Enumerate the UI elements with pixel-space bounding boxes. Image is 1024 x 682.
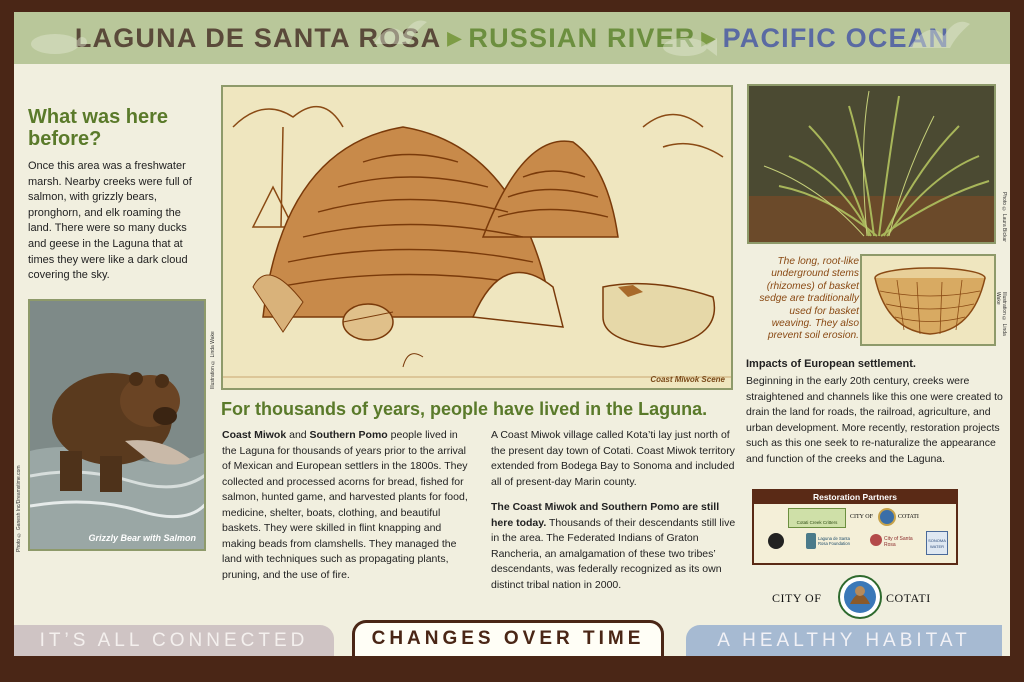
header-banner bbox=[14, 12, 1010, 64]
heron-icon bbox=[806, 533, 816, 549]
partners-heading: Restoration Partners bbox=[754, 491, 956, 504]
basket-drawing bbox=[862, 256, 996, 346]
still-here-bold: The Coast Miwok and Southern Pomo are still here today. bbox=[491, 501, 720, 529]
rhizome-text: The long, root-like underground stems (rhizomes) of basket sedge are traditionally used for basket weaving. They also prevent soil erosion. bbox=[759, 256, 859, 342]
main-column-2 bbox=[491, 428, 736, 603]
village-drawing bbox=[223, 87, 733, 390]
and-text: and bbox=[286, 429, 310, 441]
restoration-partners-box bbox=[752, 489, 958, 565]
impacts-title: Impacts of European settlement. bbox=[746, 358, 916, 370]
cotati-creek-critters-text: Cotati Creek Critters bbox=[796, 520, 838, 525]
basket-sedge-photo bbox=[747, 84, 996, 244]
coast-miwok-bold: Coast Miwok bbox=[222, 429, 287, 441]
city-of-small-text: CITY OF bbox=[850, 514, 873, 520]
seal-logo bbox=[768, 533, 784, 549]
main-heading: For thousands of years, people have lived in the Laguna. bbox=[221, 399, 708, 419]
bear-photo-caption: Grizzly Bear with Salmon bbox=[88, 533, 196, 543]
bird-icon-2 bbox=[904, 14, 974, 58]
coast-miwok-scene-illustration bbox=[221, 85, 733, 390]
city-of-cotati-small-logo bbox=[850, 508, 926, 528]
header-russian-river: RUSSIAN RIVER bbox=[468, 22, 696, 53]
grizzly-bear-photo bbox=[28, 299, 206, 551]
sedge-photo-credit: Photo © Laura Bickar bbox=[1001, 192, 1007, 242]
intro-title: What was here before? bbox=[28, 106, 169, 150]
southern-pomo-bold: Southern Pomo bbox=[309, 429, 388, 441]
sedge-illustration bbox=[749, 86, 996, 244]
arrow-right-icon-2: ▶ bbox=[701, 27, 717, 48]
city-of-cotati-logo bbox=[772, 574, 942, 622]
bird-icon bbox=[369, 14, 429, 54]
laguna-foundation-text: Laguna de Santa Rosa Foundation bbox=[818, 536, 850, 546]
turtle-icon bbox=[20, 26, 90, 56]
cotati-text: COTATI bbox=[886, 591, 931, 605]
cotati-small-text: COTATI bbox=[898, 514, 919, 520]
sonoma-water-text: SONOMA WATER bbox=[928, 538, 946, 549]
impacts-body: Beginning in the early 20th century, creeks were straightened and channels like this one were created to drain the land for roads, the railroad, agriculture, and urban development. More recently, restoration projects such as this one seek to re-naturalize the appearance and function of the creeks and the Laguna. bbox=[746, 375, 1003, 465]
header-laguna: LAGUNA DE SANTA ROSA bbox=[74, 22, 442, 53]
city-of-text: CITY OF bbox=[772, 591, 822, 605]
fish-icon bbox=[659, 34, 719, 60]
tab-its-all-connected[interactable]: IT’S ALL CONNECTED bbox=[14, 625, 334, 656]
still-here-text: Thousands of their descendants still live in the area. The Federated Indians of Graton Rancheria, an amalgamation of these two tribes’ descendants, was federally recognized as its own distinct tribal nation in 2000. bbox=[491, 516, 736, 591]
santa-rosa-flower-icon bbox=[870, 534, 882, 546]
header-pacific-ocean: PACIFIC OCEAN bbox=[722, 22, 950, 53]
bear-illustration bbox=[30, 301, 206, 551]
kotati-paragraph: A Coast Miwok village called Kota’ti lay just north of the present day town of Cotati. Coast Miwok territory extended from Bodega Bay to Sonoma and included all of present-day Marin county. bbox=[491, 429, 735, 488]
cotati-creek-critters-logo bbox=[788, 508, 846, 528]
sign-panel bbox=[14, 12, 1010, 656]
main-column-1 bbox=[222, 428, 472, 583]
still-here-paragraph bbox=[491, 500, 736, 593]
scene-credit: Illustration © Linda Wake bbox=[210, 331, 216, 389]
cotati-circle-icon bbox=[878, 508, 896, 526]
intro-body: Once this area was a freshwater marsh. Nearby creeks were full of salmon, with grizzly bears, pronghorn, and elk roaming the land. There were so many ducks and geese in the Laguna that at times they were like a dark cloud covering the sky. bbox=[28, 160, 192, 282]
sonoma-water-logo bbox=[926, 531, 948, 555]
arrow-right-icon: ▶ bbox=[447, 27, 463, 48]
bear-photo-credit: Photo © Ganesh Inc/Dreamstime.com bbox=[16, 465, 22, 552]
column-1-text: people lived in the Laguna for thousands of years prior to the arrival of Mexican and European settlers in the 1800s. They collected and processed acorns for bread, fished for salmon, hunted game, and harvested plants for food, medicine, shelter, boats, clothing, and beautiful baskets. They were skilled in flint knapping and making beads from clamshells. They managed the land with techniques such as propagating plants, pruning, and the use of fire. bbox=[222, 429, 468, 581]
laguna-foundation-logo bbox=[806, 533, 862, 555]
santa-rosa-text: City of Santa Rosa bbox=[884, 536, 913, 548]
basket-credit: Illustration © Linda Wake bbox=[995, 292, 1007, 336]
city-of-santa-rosa-logo bbox=[870, 533, 918, 553]
basket-illustration bbox=[860, 254, 996, 346]
cotati-seal-icon bbox=[838, 574, 882, 620]
tab-changes-over-time[interactable]: CHANGES OVER TIME bbox=[352, 620, 664, 656]
tab-a-healthy-habitat[interactable]: A HEALTHY HABITAT bbox=[686, 625, 1002, 656]
scene-caption: Coast Miwok Scene bbox=[650, 375, 725, 384]
